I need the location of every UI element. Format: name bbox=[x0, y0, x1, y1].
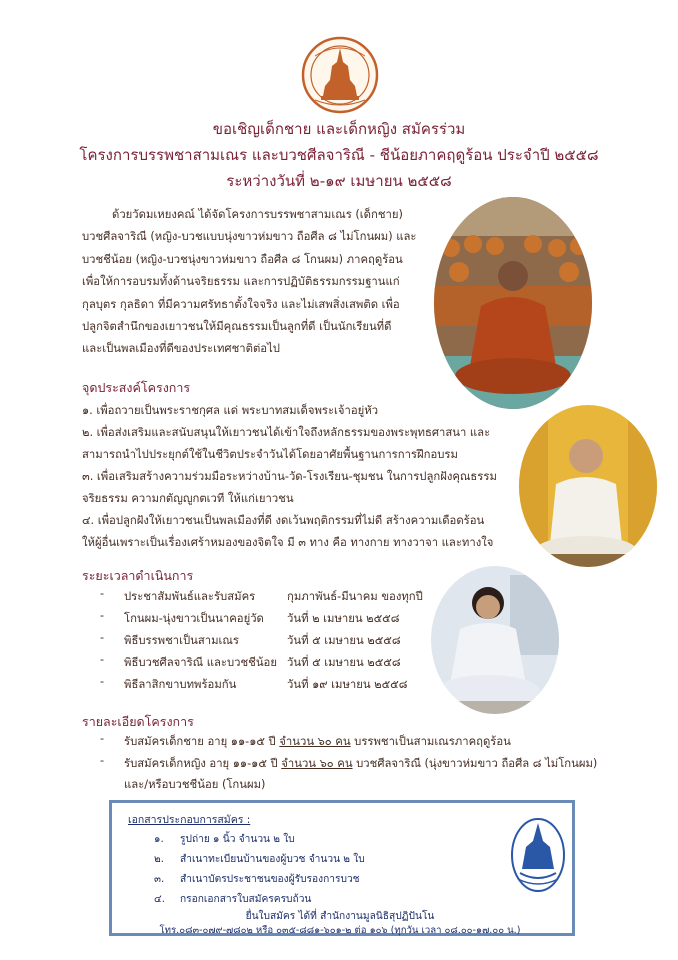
schedule-label: ประชาสัมพันธ์และรับสมัคร bbox=[124, 590, 256, 603]
intro-line: กุลบุตร กุลธิดา ที่มีความศรัทธาตั้งใจจริง และไม่เสพสิ่งเสพติด เพื่อ bbox=[82, 297, 400, 311]
row-dash: - bbox=[100, 754, 105, 767]
schedule-row bbox=[100, 587, 440, 608]
schedule-row bbox=[100, 631, 440, 652]
details-text-a: รับสมัครเด็กชาย อายุ ๑๑-๑๕ ปี bbox=[124, 735, 280, 748]
objectives-list bbox=[82, 400, 552, 554]
submit-line: ยื่นใบสมัคร ได้ที่ สำนักงานมูลนิธิสุปฏิปันโน bbox=[245, 911, 435, 922]
schedule-row bbox=[100, 675, 440, 696]
row-dash: - bbox=[100, 609, 105, 622]
objective-line: ๔. เพื่อปลูกฝังให้เยาวชนเป็นพลเมืองที่ดี งดเว้นพฤติกรรมที่ไม่ดี สร้างความเดือดร้อน bbox=[82, 514, 485, 527]
details-text-a: รับสมัครเด็กหญิง อายุ ๑๑-๑๕ ปี bbox=[124, 757, 282, 770]
document-number: ๑. bbox=[154, 834, 164, 845]
temple-emblem-icon bbox=[301, 36, 379, 114]
objective-line: ให้ผู้อื่นเพราะเป็นเรื่องเศร้าหมองของจิตใจ มี ๓ ทาง คือ ทางกาย ทางวาจา และทางใจ bbox=[82, 536, 494, 549]
row-dash: - bbox=[100, 631, 105, 644]
details-text-c: บวชศีลจาริณี (นุ่งขาวห่มขาว ถือศีล ๘ ไม่โกนผม) bbox=[352, 757, 598, 770]
schedule-value: วันที่ ๑๙ เมษายน ๒๕๕๘ bbox=[287, 678, 408, 691]
objective-line: ๓. เพื่อเสริมสร้างความร่วมมือระหว่างบ้าน-วัด-โรงเรียน-ชุมชน ในการปลูกฝังคุณธรรม bbox=[82, 470, 497, 483]
novice-boy-photo bbox=[518, 404, 658, 569]
row-dash: - bbox=[100, 587, 105, 600]
document-text: กรอกเอกสารใบสมัครครบถ้วน bbox=[180, 894, 312, 905]
schedule-value: วันที่ ๕ เมษายน ๒๕๕๘ bbox=[287, 656, 401, 669]
intro-line: เพื่อให้การอบรมทั้งด้านจริยธรรม และการปฏิบัติธรรมกรรมฐานแก่ bbox=[82, 275, 400, 289]
intro-line: ด้วยวัดมเหยงคณ์ ได้จัดโครงการบรรพชาสามเณร (เด็กชาย) bbox=[112, 208, 403, 221]
schedule-row bbox=[100, 609, 440, 630]
document-text: สำเนาทะเบียนบ้านของผู้บวช จำนวน ๒ ใบ bbox=[180, 854, 365, 865]
foundation-emblem-icon bbox=[510, 817, 566, 893]
schedule-label: พิธีบรรพชาเป็นสามเณร bbox=[124, 634, 239, 647]
title-line-3: ระหว่างวันที่ ๒-๑๙ เมษายน ๒๕๕๘ bbox=[226, 172, 452, 190]
details-text: และ/หรือบวชชีน้อย (โกนผม) bbox=[124, 778, 266, 791]
objective-line: ๑. เพื่อถวายเป็นพระราชกุศล แด่ พระบาทสมเด็จพระเจ้าอยู่หัว bbox=[82, 404, 379, 417]
girl-meditating-photo bbox=[430, 565, 560, 715]
title-line-2: โครงการบรรพชาสามเณร และบวชศีลจาริณี - ชีน้อยภาคฤดูร้อน ประจำปี ๒๕๕๘ bbox=[79, 146, 599, 164]
objective-line: สามารถนำไปประยุกต์ใช้ในชีวิตประจำวันได้โดยอาศัยพื้นฐานการการฝึกอบรม bbox=[82, 448, 458, 461]
schedule-row bbox=[100, 653, 440, 674]
schedule-label: พิธีลาสิกขาบทพร้อมกัน bbox=[124, 678, 237, 691]
details-quota: จำนวน ๖๐ คน bbox=[281, 757, 353, 770]
row-dash: - bbox=[100, 653, 105, 666]
document-number: ๔. bbox=[154, 894, 165, 905]
title-line-1: ขอเชิญเด็กชาย และเด็กหญิง สมัครร่วม bbox=[212, 120, 466, 138]
documents-heading: เอกสารประกอบการสมัคร : bbox=[128, 814, 251, 826]
details-text-c: บรรพชาเป็นสามเณรภาคฤดูร้อน bbox=[350, 735, 511, 748]
row-dash: - bbox=[100, 675, 105, 688]
details-text bbox=[124, 732, 511, 750]
details-quota: จำนวน ๖๐ คน bbox=[279, 735, 351, 748]
details-heading: รายละเอียดโครงการ bbox=[82, 714, 194, 729]
monk-meditating-photo bbox=[433, 196, 593, 411]
objectives-heading: จุดประสงค์โครงการ bbox=[82, 380, 191, 395]
intro-line: บวชศีลจาริณี (หญิง-บวชแบบนุ่งขาวห่มขาว ถือศีล ๘ ไม่โกนผม) และ bbox=[82, 230, 417, 244]
schedule-heading: ระยะเวลาดำเนินการ bbox=[82, 568, 194, 583]
document-text: รูปถ่าย ๑ นิ้ว จำนวน ๒ ใบ bbox=[180, 834, 295, 845]
contact-line: โทร.๐๘๓-๐๗๙-๗๘๐๒ หรือ ๐๓๕-๘๘๑-๖๐๑-๒ ต่อ ๑๐๖ (ทุกวัน เวลา ๐๘.๐๐-๑๗.๐๐ น.) bbox=[159, 925, 521, 936]
schedule-value: วันที่ ๒ เมษายน ๒๕๕๘ bbox=[287, 612, 400, 625]
schedule-value: วันที่ ๕ เมษายน ๒๕๕๘ bbox=[287, 634, 401, 647]
schedule-value: กุมภาพันธ์-มีนาคม ของทุกปี bbox=[287, 590, 423, 603]
objective-line: ๒. เพื่อส่งเสริมและสนับสนุนให้เยาวชนได้เข้าใจถึงหลักธรรมของพระพุทธศาสนา และ bbox=[82, 426, 491, 439]
schedule-label: โกนผม-นุ่งขาวเป็นนาคอยู่วัด bbox=[124, 612, 264, 625]
document-number: ๒. bbox=[154, 854, 164, 865]
document-text: สำเนาบัตรประชาชนของผู้รับรองการบวช bbox=[180, 874, 360, 885]
documents-box bbox=[109, 800, 575, 936]
details-text bbox=[124, 754, 597, 772]
intro-line: ปลูกจิตสำนึกของเยาวชนให้มีคุณธรรมเป็นลูกที่ดี เป็นนักเรียนที่ดี bbox=[82, 320, 392, 334]
schedule-label: พิธีบวชศีลจาริณี และบวชชีน้อย bbox=[124, 656, 277, 669]
document-number: ๓. bbox=[154, 874, 165, 885]
intro-line: และเป็นพลเมืองที่ดีของประเทศชาติต่อไป bbox=[82, 342, 280, 356]
row-dash: - bbox=[100, 732, 105, 745]
intro-paragraph bbox=[82, 204, 432, 361]
objective-line: จริยธรรม ความกตัญญูกตเวที ให้แก่เยาวชน bbox=[82, 492, 294, 505]
intro-line: บวชชีน้อย (หญิง-บวชนุ่งขาวห่มขาว ถือศีล ๘ โกนผม) ภาคฤดูร้อน bbox=[82, 252, 403, 266]
